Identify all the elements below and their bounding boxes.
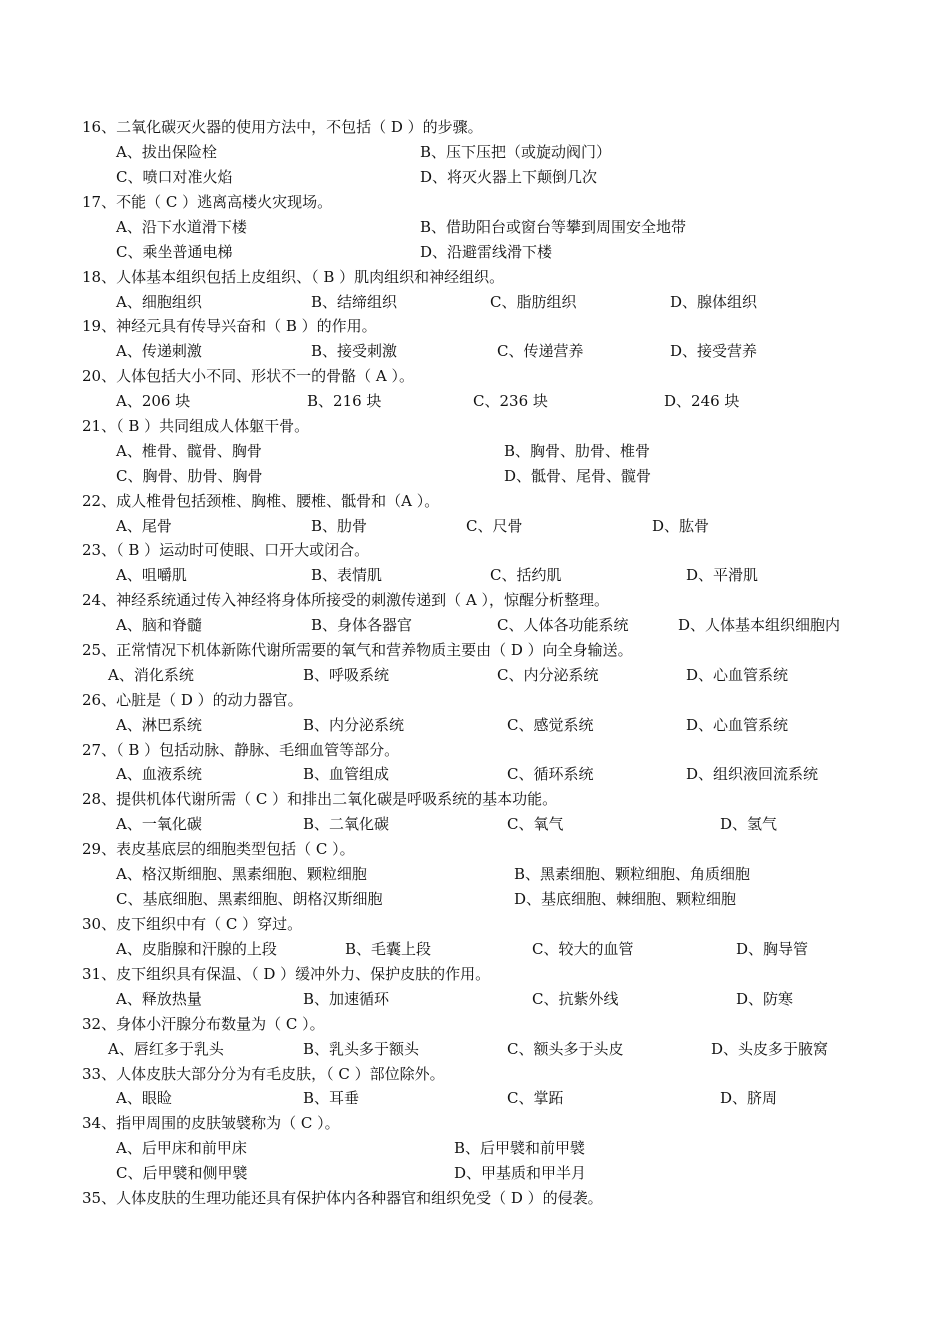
question-stem: 33、人体皮肤大部分分为有毛皮肤，（ C ）部位除外。 [82, 1065, 445, 1083]
option: D、头皮多于腋窝 [711, 1040, 829, 1058]
question-stem: 18、人体基本组织包括上皮组织、（ B ）肌肉组织和神经组织。 [82, 268, 505, 286]
option: A、眼睑 [116, 1089, 172, 1107]
option: D、防寒 [736, 990, 794, 1008]
option: C、基底细胞、黑素细胞、朗格汉斯细胞 [116, 890, 383, 908]
option: B、耳垂 [303, 1089, 360, 1107]
option: B、二氧化碳 [303, 815, 390, 833]
option: B、胸骨、肋骨、椎骨 [504, 442, 651, 460]
option: D、基底细胞、棘细胞、颗粒细胞 [514, 890, 737, 908]
option: C、掌跖 [507, 1089, 564, 1107]
option: D、接受营养 [670, 342, 758, 360]
option: B、加速循环 [303, 990, 390, 1008]
option: A、细胞组织 [116, 293, 202, 311]
option: A、尾骨 [116, 517, 172, 535]
question-stem: 20、人体包括大小不同、形状不一的骨骼（ A ）。 [82, 367, 414, 385]
option: D、腺体组织 [670, 293, 758, 311]
option: D、骶骨、尾骨、髋骨 [504, 467, 652, 485]
option: B、身体各器官 [311, 616, 413, 634]
option: D、胸导管 [736, 940, 809, 958]
option: B、乳头多于额头 [303, 1040, 420, 1058]
question-stem: 30、皮下组织中有（ C ）穿过。 [82, 915, 303, 933]
option: A、血液系统 [116, 765, 202, 783]
option: A、后甲床和前甲床 [116, 1139, 247, 1157]
question-stem: 25、正常情况下机体新陈代谢所需要的氧气和营养物质主要由（ D ）向全身输送。 [82, 641, 633, 659]
option: D、肱骨 [652, 517, 710, 535]
option: A、椎骨、髋骨、胸骨 [116, 442, 262, 460]
option: C、抗紫外线 [532, 990, 619, 1008]
option: D、心血管系统 [686, 716, 789, 734]
option: C、较大的血管 [532, 940, 634, 958]
option: D、人体基本组织细胞内 [678, 616, 841, 634]
option: D、将灭火器上下颠倒几次 [420, 168, 598, 186]
option: A、拔出保险栓 [116, 143, 217, 161]
option: C、循环系统 [507, 765, 594, 783]
option: B、肋骨 [311, 517, 368, 535]
option: A、一氧化碳 [116, 815, 202, 833]
option: B、结缔组织 [311, 293, 398, 311]
option: A、传递刺激 [116, 342, 202, 360]
option: C、内分泌系统 [497, 666, 599, 684]
option: C、脂肪组织 [490, 293, 577, 311]
option: B、216 块 [307, 392, 382, 410]
question-stem: 32、身体小汗腺分布数量为（ C ）。 [82, 1015, 325, 1033]
question-stem: 31、皮下组织具有保温、（ D ）缓冲外力、保护皮肤的作用。 [82, 965, 491, 983]
question-stem: 22、成人椎骨包括颈椎、胸椎、腰椎、骶骨和（A ）。 [82, 492, 440, 510]
option: B、呼吸系统 [303, 666, 390, 684]
option: C、乘坐普通电梯 [116, 243, 233, 261]
option: C、括约肌 [490, 566, 562, 584]
question-stem: 21、（ B ）共同组成人体躯干骨。 [82, 417, 310, 435]
option: C、胸骨、肋骨、胸骨 [116, 467, 263, 485]
option: B、内分泌系统 [303, 716, 405, 734]
option: A、脑和脊髓 [116, 616, 202, 634]
question-stem: 29、表皮基底层的细胞类型包括（ C ）。 [82, 840, 355, 858]
option: D、组织液回流系统 [686, 765, 819, 783]
option: A、淋巴系统 [116, 716, 202, 734]
option: C、后甲襞和侧甲襞 [116, 1164, 248, 1182]
option: C、感觉系统 [507, 716, 594, 734]
option: A、沿下水道滑下楼 [116, 218, 247, 236]
option: B、血管组成 [303, 765, 390, 783]
option: C、喷口对准火焰 [116, 168, 233, 186]
question-stem: 27、（ B ）包括动脉、静脉、毛细血管等部分。 [82, 741, 400, 759]
option: C、传递营养 [497, 342, 584, 360]
question-stem: 28、提供机体代谢所需（ C ）和排出二氧化碳是呼吸系统的基本功能。 [82, 790, 558, 808]
option: B、毛囊上段 [345, 940, 432, 958]
option: A、咀嚼肌 [116, 566, 187, 584]
question-stem: 26、心脏是（ D ）的动力器官。 [82, 691, 303, 709]
question-stem: 16、二氧化碳灭火器的使用方法中，不包括（ D ）的步骤。 [82, 118, 483, 136]
question-stem: 24、神经系统通过传入神经将身体所接受的刺激传递到（ A ），惊醒分析整理。 [82, 591, 609, 609]
option: A、格汉斯细胞、黑素细胞、颗粒细胞 [116, 865, 367, 883]
option: D、沿避雷线滑下楼 [420, 243, 553, 261]
question-stem: 34、指甲周围的皮肤皱襞称为（ C ）。 [82, 1114, 340, 1132]
option: C、尺骨 [466, 517, 523, 535]
option: D、246 块 [664, 392, 740, 410]
option: D、平滑肌 [686, 566, 759, 584]
option: A、206 块 [116, 392, 191, 410]
option: B、借助阳台或窗台等攀到周围安全地带 [420, 218, 687, 236]
option: D、脐周 [720, 1089, 778, 1107]
option: C、人体各功能系统 [497, 616, 629, 634]
option: B、接受刺激 [311, 342, 398, 360]
option: B、表情肌 [311, 566, 383, 584]
option: D、氢气 [720, 815, 778, 833]
option: A、消化系统 [108, 666, 194, 684]
option: B、黑素细胞、颗粒细胞、角质细胞 [514, 865, 751, 883]
question-stem: 19、神经元具有传导兴奋和（ B ）的作用。 [82, 317, 377, 335]
option: C、236 块 [473, 392, 548, 410]
option: A、唇红多于乳头 [108, 1040, 224, 1058]
option: D、心血管系统 [686, 666, 789, 684]
option: B、后甲襞和前甲襞 [454, 1139, 586, 1157]
option: D、甲基质和甲半月 [454, 1164, 587, 1182]
question-stem: 17、不能（ C ）逃离高楼火灾现场。 [82, 193, 333, 211]
option: A、皮脂腺和汗腺的上段 [116, 940, 277, 958]
question-stem: 35、人体皮肤的生理功能还具有保护体内各种器官和组织免受（ D ）的侵袭。 [82, 1189, 603, 1207]
option: C、氧气 [507, 815, 564, 833]
option: B、压下压把（或旋动阀门） [420, 143, 612, 161]
option: A、释放热量 [116, 990, 202, 1008]
option: C、额头多于头皮 [507, 1040, 624, 1058]
question-stem: 23、（ B ）运动时可使眼、口开大或闭合。 [82, 541, 370, 559]
